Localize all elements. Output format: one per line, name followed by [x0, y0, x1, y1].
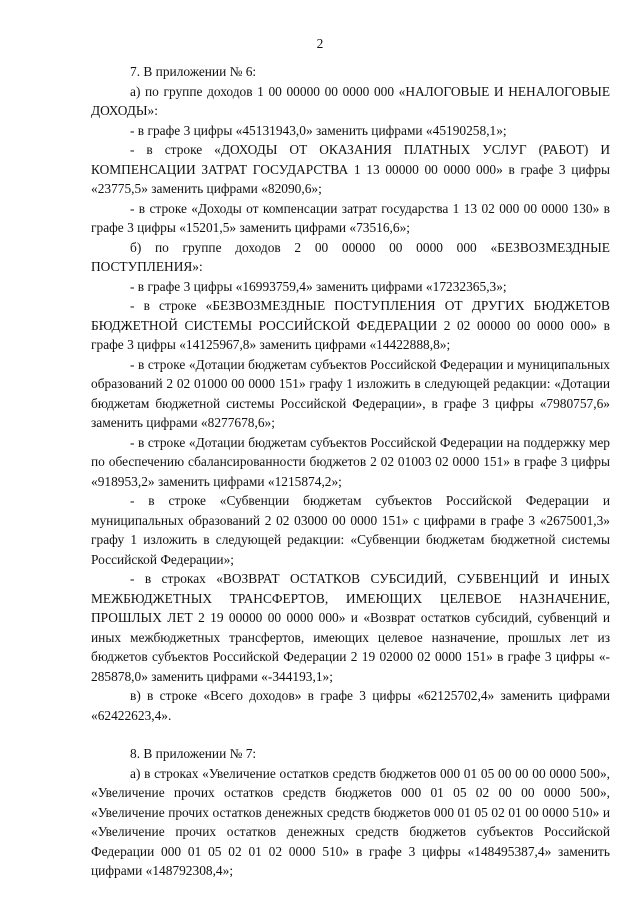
- paragraph-7b-5: - в строке «Субвенции бюджетам субъектов Российской Федерации и муниципальных образований 2 02 03000 00 0000 151» с цифрами в графе 3 «2675001,3» графу 1 изложить в следующей редакции: «Субвенции бюджетам бюджетной системы Российской Федерации»;: [91, 493, 610, 567]
- page-number: 2: [316, 36, 324, 51]
- paragraph-7b-2: - в строке «БЕЗВОЗМЕЗДНЫЕ ПОСТУПЛЕНИЯ ОТ ДРУГИХ БЮДЖЕТОВ БЮДЖЕТНОЙ СИСТЕМЫ РОССИЙСКОЙ ФЕДЕРАЦИИ 2 02 00000 00 0000 000» в графе 3 цифры «14125967,8» заменить цифрами «14422888,8»;: [91, 298, 610, 352]
- paragraph-8a: а) в строках «Увеличение остатков средств бюджетов 000 01 05 00 00 00 0000 500», «Увеличение прочих остатков средств бюджетов 000 01 05 02 00 00 0000 500», «Увеличение прочих остатков денежных средств бюджетов 000 01 05 02 01 00 0000 510» и «Увеличение прочих остатков денежных средств бюджетов субъектов Российской Федерации 000 01 05 02 01 02 0000 510» в графе 3 цифры «148495387,4» заменить цифрами «148792308,4»;: [91, 765, 610, 878]
- paragraph-7b-3: - в строке «Дотации бюджетам субъектов Российской Федерации и муниципальных образований 2 02 01000 00 0000 151» графу 1 изложить в следующей редакции: «Дотации бюджетам бюджетной системы Российской Федерации», в графе 3 цифры «7980757,6» заменить цифрами «8277678,6»;: [91, 356, 610, 430]
- paragraph-7a-1: - в графе 3 цифры «45131943,0» заменить цифрами «45190258,1»;: [130, 122, 507, 138]
- paragraph-7a-3: - в строке «Доходы от компенсации затрат государства 1 13 02 000 00 0000 130» в графе 3 цифры «15201,5» заменить цифрами «73516,6»;: [91, 200, 610, 235]
- paragraph-7a-2: - в строке «ДОХОДЫ ОТ ОКАЗАНИЯ ПЛАТНЫХ УСЛУГ (РАБОТ) И КОМПЕНСАЦИИ ЗАТРАТ ГОСУДАРСТВА 1 13 00000 00 0000 000» в графе 3 цифры «23775,5» заменить цифрами «82090,6»;: [91, 142, 610, 196]
- paragraph-7b: б) по группе доходов 2 00 00000 00 0000 000 «БЕЗВОЗМЕЗДНЫЕ ПОСТУПЛЕНИЯ»:: [91, 239, 610, 274]
- paragraph-7b-1: - в графе 3 цифры «16993759,4» заменить цифрами «17232365,3»;: [130, 278, 507, 294]
- paragraph-7b-4: - в строке «Дотации бюджетам субъектов Российской Федерации на поддержку мер по обеспечению сбалансированности бюджетов 2 02 01003 02 0000 151» в графе 3 цифры «918953,2» заменить цифрами «1215874,2»;: [91, 434, 610, 489]
- section-8-heading: 8. В приложении № 7:: [130, 746, 257, 761]
- paragraph-7a: а) по группе доходов 1 00 00000 00 0000 000 «НАЛОГОВЫЕ И НЕНАЛОГОВЫЕ ДОХОДЫ»:: [91, 83, 610, 118]
- paragraph-7b-6: - в строках «ВОЗВРАТ ОСТАТКОВ СУБСИДИЙ, СУБВЕНЦИЙ И ИНЫХ МЕЖБЮДЖЕТНЫХ ТРАНСФЕРТОВ, ИМЕЮЩИХ ЦЕЛЕВОЕ НАЗНАЧЕНИЕ, ПРОШЛЫХ ЛЕТ 2 19 00000 00 0000 000» и «Возврат остатков субсидий, субвенций и иных межбюджетных трансфертов, имеющих целевое назначение, прошлых лет из бюджетов субъектов Российской Федерации 2 19 02000 02 0000 151» в графе 3 цифры «- 285878,0» заменить цифрами «-344193,1»;: [91, 571, 610, 684]
- section-7-heading: 7. В приложении № 6:: [130, 64, 257, 79]
- section-spacer: [91, 725, 610, 744]
- paragraph-7c: в) в строке «Всего доходов» в графе 3 цифры «62125702,4» заменить цифрами «62422623,4».: [91, 688, 610, 723]
- document-body: [91, 62, 610, 881]
